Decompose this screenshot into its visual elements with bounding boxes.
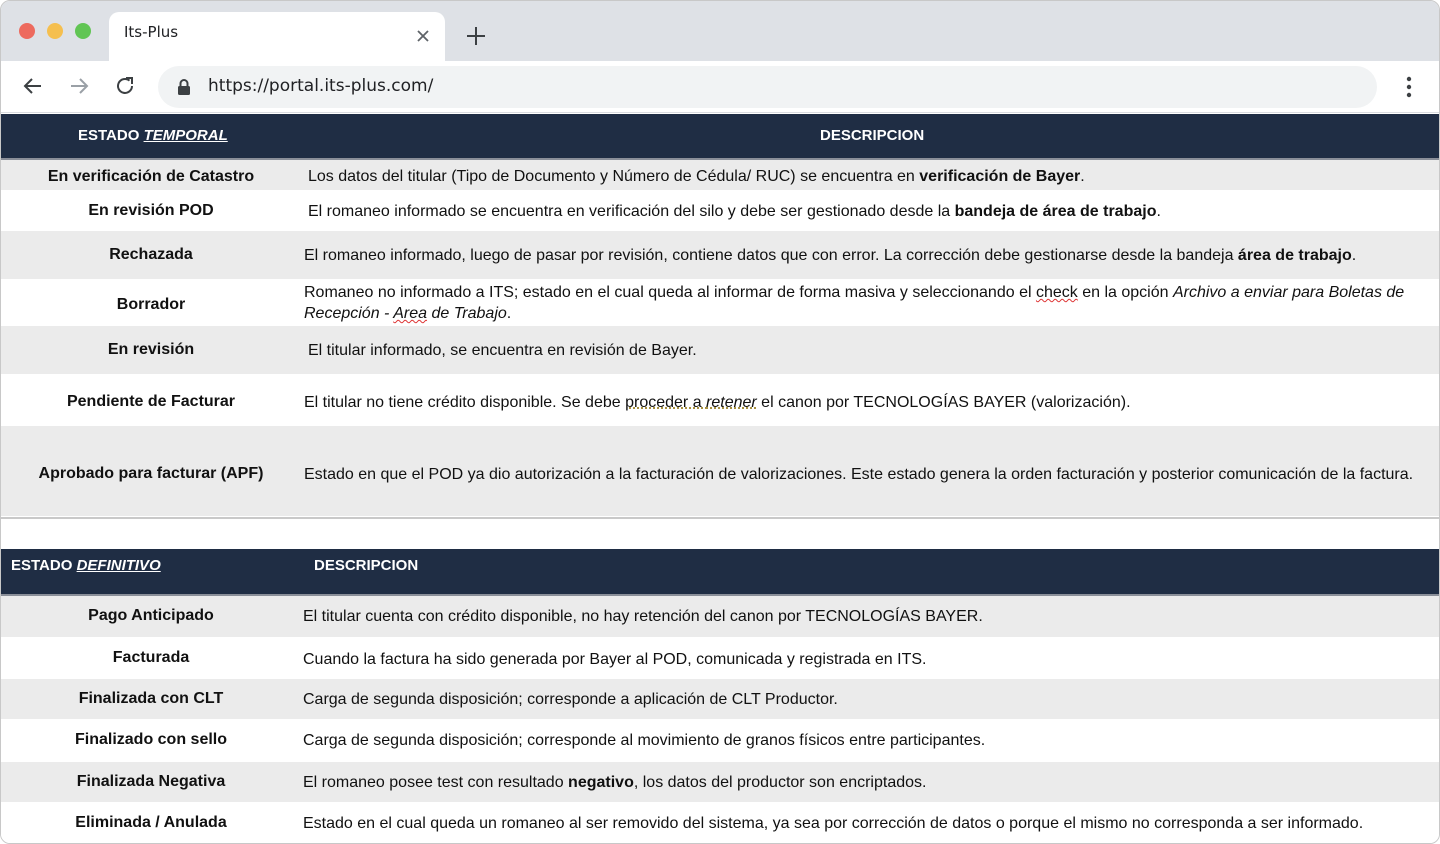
minimize-window-button[interactable] (47, 23, 63, 39)
state-label: En revisión (107, 341, 195, 358)
back-icon[interactable] (20, 73, 46, 99)
temporal-state-header: ESTADO TEMPORAL (78, 127, 228, 144)
table-row (1, 426, 1440, 517)
state-description: El romaneo informado se encuentra en verificación del silo y debe ser gestionado desde la bandeja de área de trabajo. (308, 203, 1161, 220)
definitivo-table-header (1, 549, 1440, 596)
close-tab-icon[interactable] (413, 26, 433, 46)
temporal-table-header (1, 114, 1440, 160)
table-row (1, 326, 1440, 375)
state-label: Finalizada con CLT (78, 690, 224, 707)
browser-toolbar (1, 61, 1440, 113)
lock-icon (176, 78, 192, 96)
table-row (1, 375, 1440, 426)
state-label: Pendiente de Facturar (66, 393, 236, 410)
temporal-desc-header: DESCRIPCION (820, 127, 925, 144)
state-label: En revisión POD (88, 202, 214, 219)
table-divider (1, 517, 1440, 519)
new-tab-icon[interactable] (463, 23, 489, 49)
state-description: Estado en que el POD ya dio autorización a la facturación de valorizaciones. Este estado genera la orden facturación y posterior comunicación de la factura. (304, 466, 1414, 483)
browser-tab[interactable] (109, 12, 445, 61)
table-row (1, 720, 1440, 762)
definitivo-state-header: ESTADO DEFINITIVO (11, 557, 161, 574)
state-label: Pago Anticipado (88, 607, 214, 624)
tab-title: Its-Plus (124, 23, 179, 41)
table-row (1, 280, 1440, 326)
state-label: Rechazada (109, 246, 193, 263)
table-row (1, 762, 1440, 803)
table-row (1, 596, 1440, 638)
maximize-window-button[interactable] (75, 23, 91, 39)
state-label: Borrador (116, 296, 186, 313)
state-label: Finalizado con sello (74, 731, 228, 748)
definitivo-desc-header: DESCRIPCION (314, 557, 419, 574)
state-label: Finalizada Negativa (76, 773, 226, 790)
url-text: https://portal.its-plus.com/ (208, 76, 434, 96)
close-window-button[interactable] (19, 23, 35, 39)
table-row (1, 191, 1440, 231)
state-label: Eliminada / Anulada (75, 814, 227, 831)
state-description: El romaneo posee test con resultado negativo, los datos del productor son encriptados. (303, 774, 927, 791)
tab-strip (1, 1, 1440, 61)
state-label: Aprobado para facturar (APF) (38, 465, 264, 482)
more-menu-icon[interactable] (1397, 73, 1421, 101)
table-row (1, 679, 1440, 720)
table-row (1, 231, 1440, 280)
forward-icon[interactable] (66, 73, 92, 99)
state-label: En verificación de Catastro (47, 168, 255, 185)
state-label: Facturada (112, 649, 190, 666)
state-description: El romaneo informado, luego de pasar por revisión, contiene datos que con error. La corrección debe gestionarse desde la bandeja área de trabajo. (304, 247, 1357, 264)
state-description: Romaneo no informado a ITS; estado en el cual queda al informar de forma masiva y seleccionando el check en la opción Archivo a enviar para Boletas de Recepción - Area de Trabajo. (304, 284, 1405, 322)
state-description: Cuando la factura ha sido generada por Bayer al POD, comunicada y registrada en ITS. (303, 651, 927, 668)
table-row (1, 638, 1440, 679)
state-description: El titular cuenta con crédito disponible, no hay retención del canon por TECNOLOGÍAS BAYER. (303, 608, 983, 625)
state-description: Carga de segunda disposición; corresponde al movimiento de granos físicos entre participantes. (303, 732, 986, 749)
state-description: Los datos del titular (Tipo de Documento y Número de Cédula/ RUC) se encuentra en verificación de Bayer. (308, 168, 1085, 185)
state-description: El titular no tiene crédito disponible. Se debe proceder a retener el canon por TECNOLOGÍAS BAYER (valorización). (304, 394, 1131, 411)
page-content (1, 114, 1440, 844)
address-bar[interactable] (158, 66, 1377, 108)
table-row (1, 803, 1440, 844)
state-description: El titular informado, se encuentra en revisión de Bayer. (308, 342, 697, 359)
state-description: Estado en el cual queda un romaneo al ser removido del sistema, ya sea por corrección de datos o porque el mismo no corresponda a ser informado. (303, 815, 1364, 832)
state-description: Carga de segunda disposición; corresponde a aplicación de CLT Productor. (303, 691, 838, 708)
table-row (1, 160, 1440, 191)
reload-icon[interactable] (112, 73, 138, 99)
